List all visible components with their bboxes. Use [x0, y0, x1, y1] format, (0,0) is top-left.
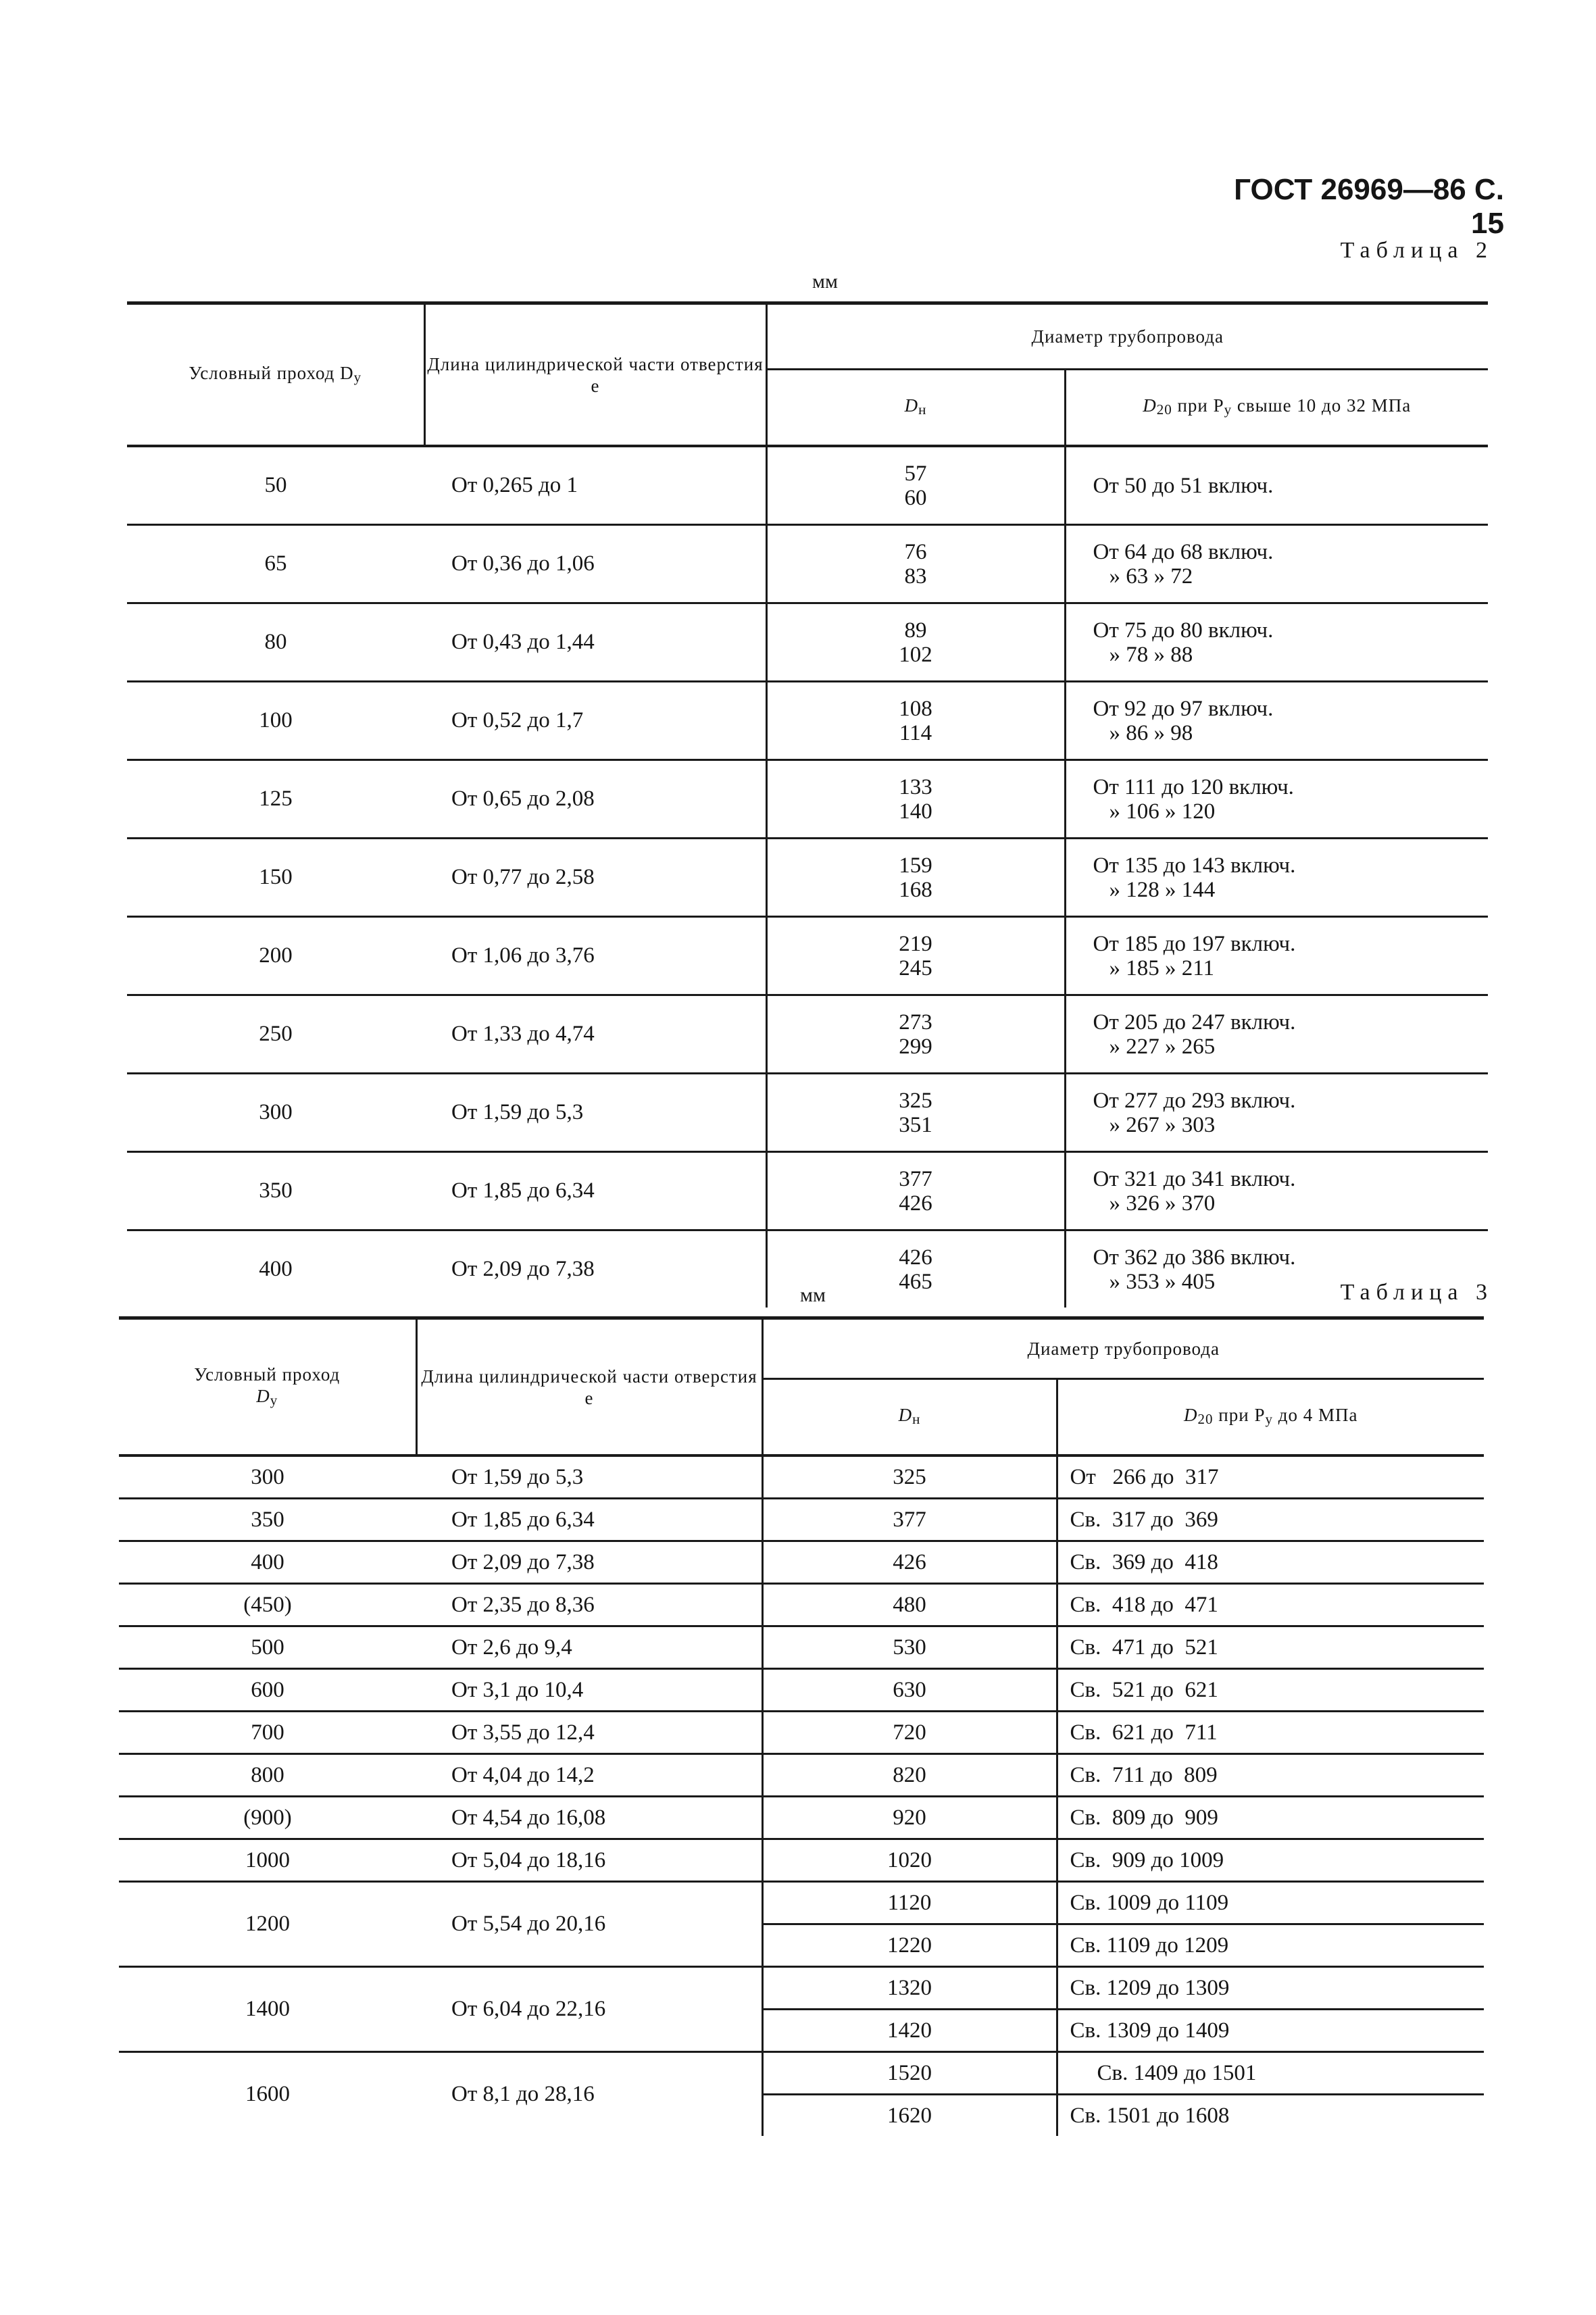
t3-dn: 1620 [762, 2095, 1057, 2137]
t2-row [127, 839, 1488, 917]
t3-row [119, 1754, 1484, 1797]
t3-row [119, 1584, 1484, 1626]
t3-d20: Св. 369 до 418 [1057, 1541, 1484, 1584]
t2-dy: 100 [127, 682, 424, 760]
t2-dy: 80 [127, 603, 424, 682]
t2-dn: 57 60 [766, 446, 1065, 525]
t2-e: От 1,85 до 6,34 [424, 1152, 766, 1230]
table-3-unit: мм [800, 1284, 826, 1306]
t2-row [127, 1074, 1488, 1152]
t2-header-d20: D20 при Pу свыше 10 до 32 МПа [1065, 370, 1488, 447]
t3-dn: 1420 [762, 2010, 1057, 2052]
t3-row [119, 1967, 1484, 2010]
t3-e: От 1,85 до 6,34 [416, 1499, 762, 1541]
t3-e: От 5,04 до 18,16 [416, 1839, 762, 1882]
t3-d20: Св. 909 до 1009 [1057, 1839, 1484, 1882]
t2-e: От 2,09 до 7,38 [424, 1230, 766, 1308]
t3-header-pipe-diameter: Диаметр трубопровода [762, 1318, 1484, 1379]
t3-dy: 400 [119, 1541, 416, 1584]
t3-d20: Св. 1209 до 1309 [1057, 1967, 1484, 2010]
t2-dn: 89 102 [766, 603, 1065, 682]
t3-row [119, 1626, 1484, 1669]
t3-row [119, 1669, 1484, 1712]
t2-e: От 1,33 до 4,74 [424, 995, 766, 1074]
t3-dn: 630 [762, 1669, 1057, 1712]
t3-dy: 1200 [119, 1882, 416, 1967]
t3-dy: 350 [119, 1499, 416, 1541]
t2-e: От 0,52 до 1,7 [424, 682, 766, 760]
t3-dy: 1400 [245, 1997, 290, 2021]
t3-e: От 3,1 до 10,4 [416, 1669, 762, 1712]
t3-d20: Св. 1409 до 1501 [1057, 2052, 1484, 2095]
t3-e: От 5,54 до 20,16 [416, 1882, 762, 1967]
t2-row [127, 995, 1488, 1074]
t2-dy: 300 [127, 1074, 424, 1152]
t2-d20: От 321 до 341 включ. » 326 » 370 [1065, 1152, 1488, 1230]
table-2-unit: мм [812, 270, 838, 293]
t2-dn: 219 245 [766, 917, 1065, 995]
t2-d20: От 135 до 143 включ. » 128 » 144 [1065, 839, 1488, 917]
t3-dn: 1220 [762, 1924, 1057, 1967]
t3-d20: Св. 1501 до 1608 [1070, 2103, 1230, 2128]
t3-e: От 4,54 до 16,08 [416, 1797, 762, 1839]
t3-dn: 426 [762, 1541, 1057, 1584]
t3-dy: 800 [119, 1754, 416, 1797]
t2-row [127, 525, 1488, 603]
t3-dy: 700 [119, 1712, 416, 1754]
t2-dn: 426 465 [766, 1230, 1065, 1308]
t3-e: От 8,1 до 28,16 [416, 2052, 762, 2137]
t3-dn: 325 [762, 1455, 1057, 1499]
t3-d20: Св. 521 до 621 [1057, 1669, 1484, 1712]
t3-row [119, 1797, 1484, 1839]
t3-e: От 6,04 до 22,16 [416, 1967, 762, 2052]
t2-d20: От 111 до 120 включ. » 106 » 120 [1065, 760, 1488, 839]
t2-e: От 0,265 до 1 [424, 446, 766, 525]
t3-dn: 1320 [762, 1967, 1057, 2010]
t2-e: От 1,06 до 3,76 [424, 917, 766, 995]
t2-dn: 325 351 [766, 1074, 1065, 1152]
t3-dy: (450) [119, 1584, 416, 1626]
table-3 [119, 1316, 1484, 2136]
t3-header-nominal-bore: Условный проход Dу [119, 1318, 416, 1456]
t2-e: От 0,77 до 2,58 [424, 839, 766, 917]
t3-dn: 920 [762, 1797, 1057, 1839]
t2-e: От 0,65 до 2,08 [424, 760, 766, 839]
t2-header-dn: Dн [766, 370, 1065, 447]
t3-dn: 480 [762, 1584, 1057, 1626]
t2-dy: 250 [127, 995, 424, 1074]
t3-row [119, 1839, 1484, 1882]
t3-row [119, 1882, 1484, 1924]
t2-dn: 133 140 [766, 760, 1065, 839]
t3-header-cyl-length: Длина цилиндрической части отверстия e [416, 1318, 762, 1456]
t3-header-dn: Dн [762, 1379, 1057, 1456]
t2-e: От 1,59 до 5,3 [424, 1074, 766, 1152]
t3-d20: Св. 1109 до 1209 [1057, 1924, 1484, 1967]
t2-dn: 159 168 [766, 839, 1065, 917]
t3-d20: Св. 317 до 369 [1057, 1499, 1484, 1541]
t3-row [119, 1712, 1484, 1754]
t2-dn: 377 426 [766, 1152, 1065, 1230]
t2-row [127, 917, 1488, 995]
t2-dn: 273 299 [766, 995, 1065, 1074]
t2-dy: 200 [127, 917, 424, 995]
t3-d20: Св. 711 до 809 [1057, 1754, 1484, 1797]
t3-d20: Св. 809 до 909 [1057, 1797, 1484, 1839]
t2-e: От 0,43 до 1,44 [424, 603, 766, 682]
t2-dy: 65 [127, 525, 424, 603]
t2-e: От 0,36 до 1,06 [424, 525, 766, 603]
t2-dn: 108 114 [766, 682, 1065, 760]
t2-dy: 400 [259, 1257, 293, 1281]
t2-d20: От 75 до 80 включ. » 78 » 88 [1065, 603, 1488, 682]
t3-dy: 1000 [119, 1839, 416, 1882]
t3-e: От 1,59 до 5,3 [416, 1455, 762, 1499]
t2-dy: 150 [127, 839, 424, 917]
t3-e: От 2,6 до 9,4 [416, 1626, 762, 1669]
t3-dy: 1600 [119, 2052, 416, 2137]
t3-row [119, 1499, 1484, 1541]
t3-dy: 300 [119, 1455, 416, 1499]
t2-d20: От 205 до 247 включ. » 227 » 265 [1065, 995, 1488, 1074]
t3-d20: Св. 1309 до 1409 [1057, 2010, 1484, 2052]
t3-d20: Св. 1009 до 1109 [1057, 1882, 1484, 1924]
t3-d20: Св. 471 до 521 [1057, 1626, 1484, 1669]
t3-dy: (900) [119, 1797, 416, 1839]
t3-e: От 2,35 до 8,36 [416, 1584, 762, 1626]
t2-d20: От 92 до 97 включ. » 86 » 98 [1065, 682, 1488, 760]
t2-d20: От 277 до 293 включ. » 267 » 303 [1065, 1074, 1488, 1152]
t2-d20: От 362 до 386 включ. » 353 » 405 [1093, 1245, 1296, 1294]
t3-dn: 1120 [762, 1882, 1057, 1924]
t2-d20: От 50 до 51 включ. [1065, 446, 1488, 525]
t3-dn: 377 [762, 1499, 1057, 1541]
t3-row [119, 2052, 1484, 2095]
t3-d20: Св. 418 до 471 [1057, 1584, 1484, 1626]
t2-header-nominal-bore: Условный проход Dу [127, 303, 424, 447]
t2-row [127, 760, 1488, 839]
t3-e: От 2,09 до 7,38 [416, 1541, 762, 1584]
t3-dy: 600 [119, 1669, 416, 1712]
table-2-label: Таблица 2 [1340, 238, 1493, 263]
t2-row [127, 1152, 1488, 1230]
t2-header-pipe-diameter: Диаметр трубопровода [766, 303, 1488, 370]
t3-dn: 1020 [762, 1839, 1057, 1882]
t2-dy: 50 [127, 446, 424, 525]
page-header-standard: ГОСТ 26969—86 С. 15 [1234, 173, 1504, 240]
t3-dn: 820 [762, 1754, 1057, 1797]
table-2 [127, 301, 1488, 1308]
t3-d20: От 266 до 317 [1057, 1455, 1484, 1499]
t3-dn: 530 [762, 1626, 1057, 1669]
t3-e: От 3,55 до 12,4 [416, 1712, 762, 1754]
t2-dy: 125 [127, 760, 424, 839]
t2-dy: 350 [127, 1152, 424, 1230]
t2-header-cyl-length: Длина цилиндрической части отверстия e [424, 303, 766, 447]
t2-d20: От 64 до 68 включ. » 63 » 72 [1065, 525, 1488, 603]
t2-row [127, 446, 1488, 525]
t3-d20: Св. 621 до 711 [1057, 1712, 1484, 1754]
t2-row [127, 682, 1488, 760]
t2-row [127, 603, 1488, 682]
t3-row [119, 1455, 1484, 1499]
t3-dn: 720 [762, 1712, 1057, 1754]
t2-dn: 76 83 [766, 525, 1065, 603]
table-3-label: Таблица 3 [1340, 1280, 1493, 1305]
t3-header-d20: D20 при Pу до 4 МПа [1057, 1379, 1484, 1456]
t2-d20: От 185 до 197 включ. » 185 » 211 [1065, 917, 1488, 995]
t3-row [119, 1541, 1484, 1584]
t3-dn: 1520 [762, 2052, 1057, 2095]
t3-e: От 4,04 до 14,2 [416, 1754, 762, 1797]
t3-dy: 500 [119, 1626, 416, 1669]
